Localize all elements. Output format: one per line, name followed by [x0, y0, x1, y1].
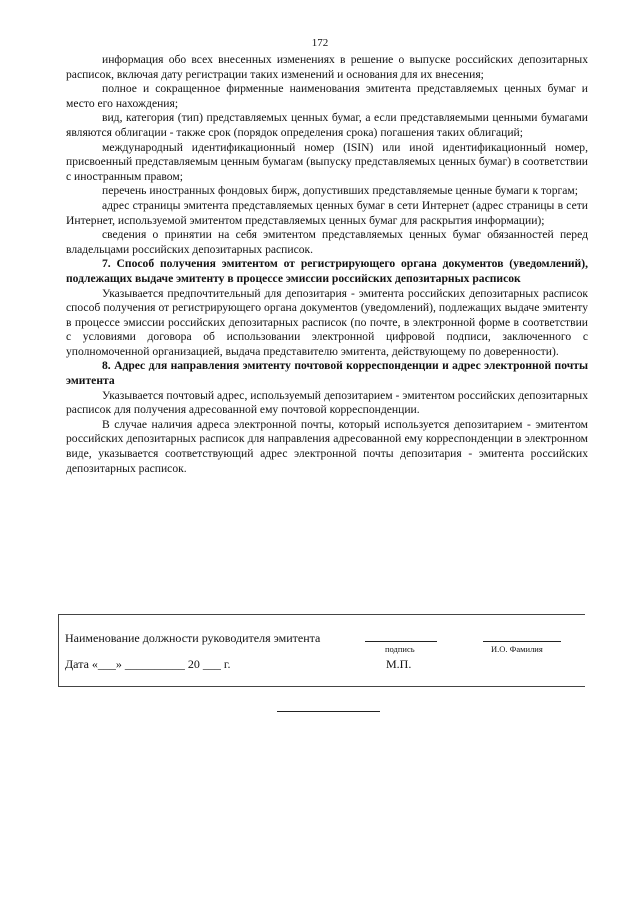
section-8-heading: 8. Адрес для направления эмитенту почтовой корреспонденции и адрес электронной почты эмитента: [66, 359, 588, 388]
section-8-email-text: В случае наличия адреса электронной почты, который используется депозитарием - эмитентом российских депозитарных расписок для направления адресованной ему корреспонденции в электронном виде, указывается соответствующий адрес электронной почты депозитария - эмитента российских депозитарных расписок.: [66, 417, 588, 475]
paragraph-issuer-webpage: адрес страницы эмитента представляемых ценных бумаг в сети Интернет (адрес страницы в сети Интернет, используемой эмитентом представляемых ценных бумаг для раскрытия информации);: [66, 198, 588, 227]
date-label: Дата «___» __________ 20 ___ г.: [65, 657, 231, 671]
page-number: 172: [311, 37, 329, 49]
end-divider: [277, 711, 380, 712]
signature-line: [365, 641, 437, 642]
position-label: Наименование должности руководителя эмитента: [65, 631, 321, 645]
name-line: [483, 641, 561, 642]
paragraph-isin: международный идентификационный номер (ISIN) или иной идентификационный номер, присвоенный представляемым ценным бумагам (выпуску представляемых ценных бумаг) в соответствии с иностранным правом;: [66, 140, 588, 183]
paragraph-securities-type: вид, категория (тип) представляемых ценных бумаг, а если представляемыми ценными бумагами являются облигации - также срок (порядок определения срока) погашения таких облигаций;: [66, 111, 588, 139]
signature-caption: подпись: [385, 644, 415, 654]
seal-label: М.П.: [386, 657, 412, 671]
section-7-text: Указывается предпочтительный для депозитария - эмитента российских депозитарных расписок способ получения от регистрирующего органа документов (уведомлений), подлежащих выдаче эмитенту в процессе эмиссии российских депозитарных расписок (по почте, в электронной форме в соответствии с условиями договора об использовании электронной цифровой подписи, заключенного с уполномоченной организацией, выдача представителю эмитента, действующему по доверенности).: [66, 286, 588, 358]
section-8-postal-text: Указывается почтовый адрес, используемый депозитарием - эмитентом российских депозитарных расписок для получения адресованной ему почтовой корреспонденции.: [66, 388, 588, 417]
name-caption: И.О. Фамилия: [491, 644, 543, 654]
paragraph-amendments-info: информация обо всех внесенных изменениях в решение о выпуске российских депозитарных расписок, включая дату регистрации таких изменений и основания для их внесения;: [66, 53, 588, 81]
section-7-heading: 7. Способ получения эмитентом от регистрирующего органа документов (уведомлений), подлежащих выдаче эмитенту в процессе эмиссии российских депозитарных расписок: [66, 257, 588, 285]
paragraph-issuer-names: полное и сокращенное фирменные наименования эмитента представляемых ценных бумаг и место его нахождения;: [66, 82, 588, 110]
paragraph-obligations: сведения о принятии на себя эмитентом представляемых ценных бумаг обязанностей перед владельцами российских депозитарных расписок.: [66, 228, 588, 256]
signature-block: [58, 614, 585, 687]
document-body: [66, 53, 588, 476]
paragraph-foreign-exchanges: перечень иностранных фондовых бирж, допустивших представляемые ценные бумаги к торгам;: [102, 184, 578, 198]
